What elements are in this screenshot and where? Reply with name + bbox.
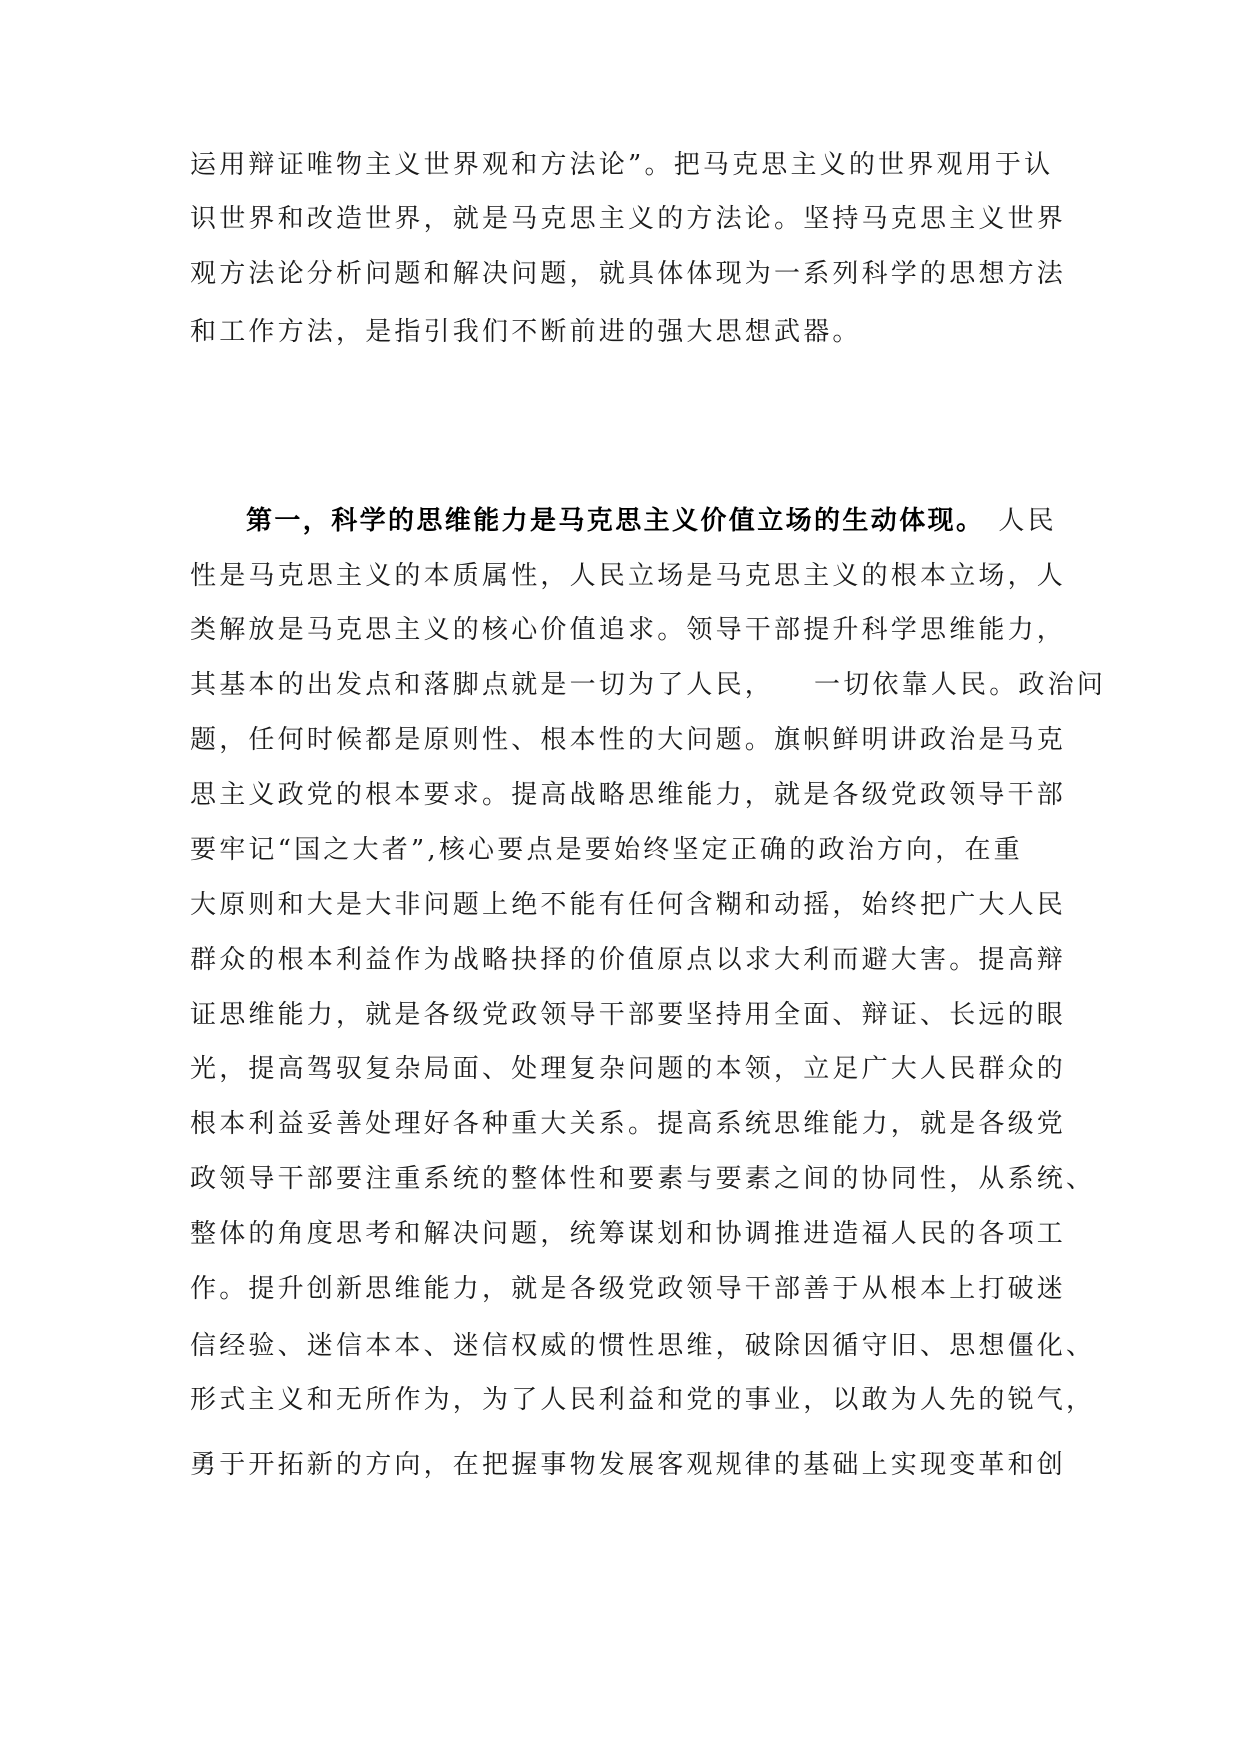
paragraph-2-line-6: 思主义政党的根本要求。提高战略思维能力，就是各级党政领导干部 [190,780,1067,810]
paragraph-2-line-3: 类解放是马克思主义的核心价值追求。领导干部提升科学思维能力， [190,615,1067,645]
paragraph-2-lead: 第一，科学的思维能力是马克思主义价值立场的生动体现。 [246,506,985,536]
paragraph-1-line-2: 识世界和改造世界，就是马克思主义的方法论。坚持马克思主义世界 [190,204,1067,234]
paragraph-2-line-4-part-1: 其基本的出发点和落脚点就是一切为了人民， [190,670,775,700]
paragraph-2-line-7: 要牢记“国之大者”,核心要点是要始终坚定正确的政治方向，在重 [190,835,1023,865]
paragraph-2-line-8: 大原则和大是大非问题上绝不能有任何含糊和动摇，始终把广大人民 [190,890,1067,920]
paragraph-2-line-14: 整体的角度思考和解决问题，统筹谋划和协调推进造福人民的各项工 [190,1219,1067,1249]
paragraph-2-line-1-rest: 人民 [998,506,1057,536]
paragraph-2-line-15: 作。提升创新思维能力，就是各级党政领导干部善于从根本上打破迷 [190,1274,1067,1304]
paragraph-2-line-12: 根本利益妥善处理好各种重大关系。提高系统思维能力，就是各级党 [190,1109,1067,1139]
paragraph-2-line-10: 证思维能力，就是各级党政领导干部要坚持用全面、辩证、长远的眼 [190,1000,1067,1030]
paragraph-1-line-1: 运用辩证唯物主义世界观和方法论”。把马克思主义的世界观用于认 [190,150,1054,180]
paragraph-1-line-4: 和工作方法，是指引我们不断前进的强大思想武器。 [190,317,862,347]
paragraph-1-line-3: 观方法论分析问题和解决问题，就具体体现为一系列科学的思想方法 [190,259,1067,289]
paragraph-2-line-9: 群众的根本利益作为战略抉择的价值原点以求大利而避大害。提高辩 [190,945,1067,975]
paragraph-2-line-18: 勇于开拓新的方向，在把握事物发展客观规律的基础上实现变革和创 [190,1450,1067,1480]
paragraph-2-line-2: 性是马克思主义的本质属性，人民立场是马克思主义的根本立场，人 [190,561,1067,591]
paragraph-2-line-5: 题，任何时候都是原则性、根本性的大问题。旗帜鲜明讲政治是马克 [190,725,1067,755]
paragraph-2-line-17: 形式主义和无所作为，为了人民利益和党的事业，以敢为人先的锐气， [190,1385,1096,1415]
paragraph-2-line-13: 政领导干部要注重系统的整体性和要素与要素之间的协同性，从系统、 [190,1164,1096,1194]
paragraph-2-line-4-part-2: 一切依靠人民。政治问 [814,670,1107,700]
paragraph-2-line-16: 信经验、迷信本本、迷信权威的惯性思维，破除因循守旧、思想僵化、 [190,1331,1096,1361]
paragraph-2-line-4 [190,665,1107,705]
paragraph-2-line-11: 光，提高驾驭复杂局面、处理复杂问题的本领，立足广大人民群众的 [190,1054,1067,1084]
paragraph-2-line-1 [246,501,1060,541]
